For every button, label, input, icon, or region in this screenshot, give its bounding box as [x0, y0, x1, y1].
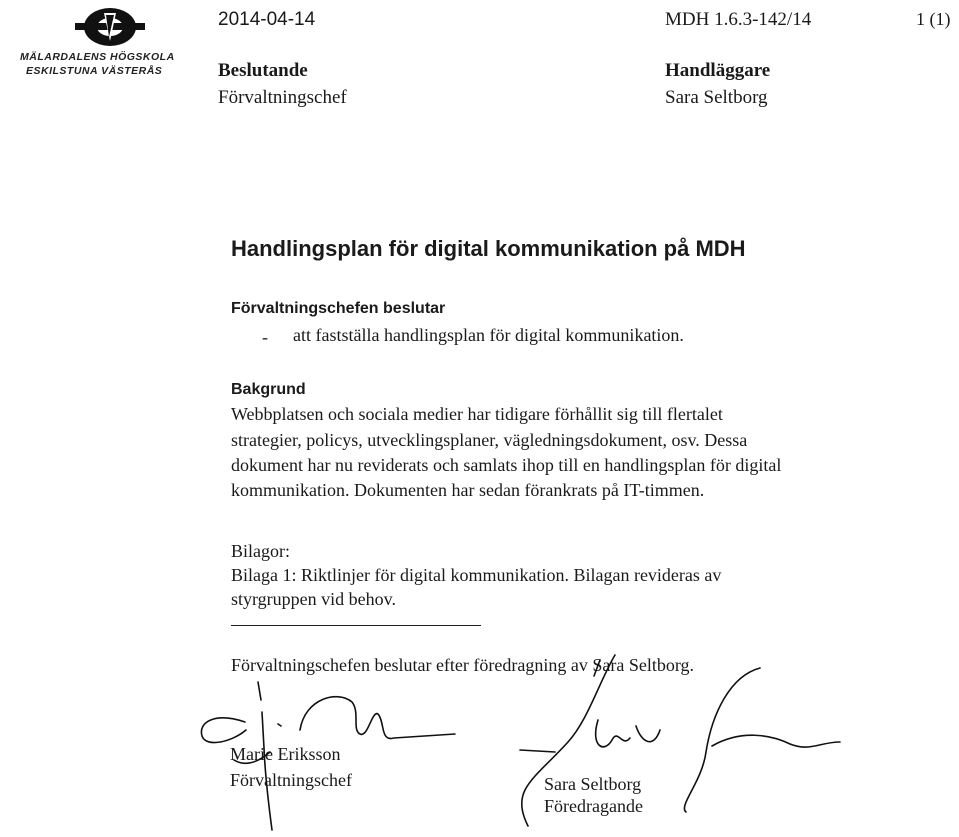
handlaggare-label: Handläggare [665, 60, 771, 81]
background-line: Webbplatsen och sociala medier har tidigare förhållit sig till flertalet [231, 404, 723, 424]
signer2-name: Sara Seltborg [544, 774, 642, 794]
logo-text-line1: MÄLARDALENS HÖGSKOLA [20, 51, 175, 63]
decision-item: att fastställa handlingsplan för digital kommunikation. [293, 325, 684, 345]
page-title: Handlingsplan för digital kommunikation på MDH [231, 236, 746, 261]
attachment-line: styrgruppen vid behov. [231, 589, 396, 609]
beslutande-label: Beslutande [218, 60, 308, 81]
background-line: strategier, policys, utvecklingsplaner, vägledningsdokument, osv. Dessa [231, 430, 748, 450]
mdh-logo [20, 5, 195, 85]
document-reference: MDH 1.6.3-142/14 [665, 9, 812, 30]
background-line: kommunikation. Dokumenten har sedan förankrats på IT-timmen. [231, 480, 705, 500]
background-heading: Bakgrund [231, 381, 306, 398]
signer1-role: Förvaltningschef [230, 770, 352, 790]
decision-dash: - [262, 327, 268, 347]
decision-heading: Förvaltningschefen beslutar [231, 300, 446, 317]
background-line: dokument har nu reviderats och samlats ihop till en handlingsplan för digital [231, 455, 782, 475]
closing-statement: Förvaltningschefen beslutar efter föredragning av Sara Seltborg. [231, 655, 695, 675]
logo-text-line2: ESKILSTUNA VÄSTERÅS [26, 65, 163, 77]
signer1-name: Marie Eriksson [230, 744, 341, 764]
signer2-role: Föredragande [544, 796, 643, 816]
page-number: 1 (1) [916, 9, 951, 29]
attachments-label: Bilagor: [231, 541, 290, 561]
handlaggare-value: Sara Seltborg [665, 87, 768, 108]
signature-divider [231, 625, 481, 626]
mdh-logo-emblem-icon [20, 5, 195, 49]
document-date: 2014-04-14 [218, 9, 316, 30]
beslutande-value: Förvaltningschef [218, 87, 347, 108]
attachment-line: Bilaga 1: Riktlinjer för digital kommunikation. Bilagan revideras av [231, 565, 722, 585]
